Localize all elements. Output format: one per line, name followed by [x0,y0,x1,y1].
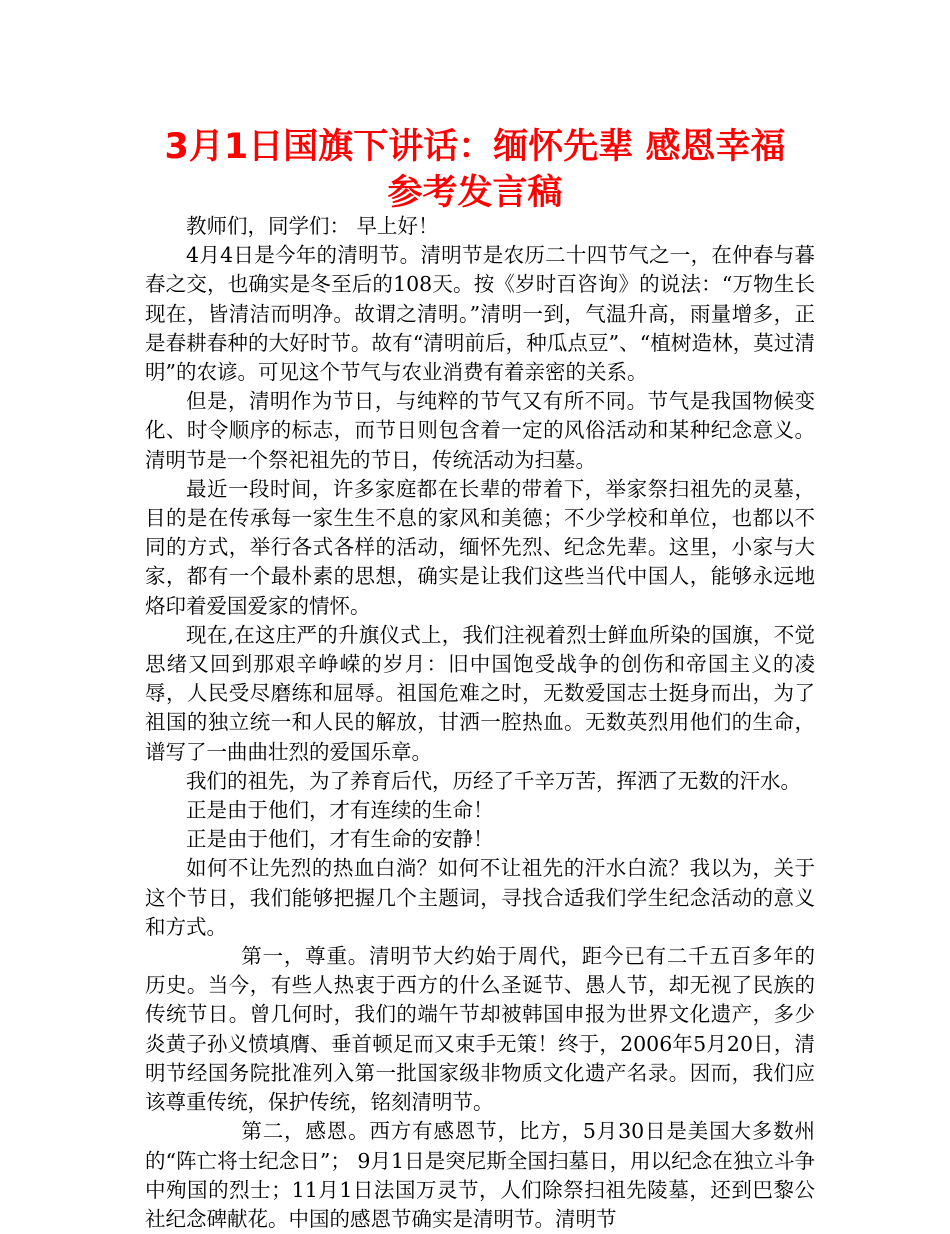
document-body [145,212,815,1234]
document-title-line-1: 3月1日国旗下讲话：缅怀先辈 感恩幸福 [164,127,786,167]
greeting-paragraph: 教师们，同学们： 早上好！ [186,214,439,238]
body-paragraph: 最近一段时间，许多家庭都在长辈的带着下，举家祭扫祖先的灵墓，目的是在传承每一家生生不息的家风和美德；不少学校和单位，也都以不同的方式，举行各式各样的活动，缅怀先烈、纪念先辈。这里，小家与大家，都有一个最朴素的思想，确实是让我们这些当代中国人，能够永远地烙印着爱国爱家的情怀。 [145,476,815,618]
document-title-line-2: 参考发言稿 [387,173,563,213]
body-paragraph: 4月4日是今年的清明节。清明节是农历二十四节气之一，在仲春与暮春之交，也确实是冬至后的108天。按《岁时百咨询》的说法：“万物生长现在，皆清洁而明净。故谓之清明。”清明一到，气温升高，雨量增多，正是春耕春种的大好时节。故有“清明前后，种瓜点豆”、“植树造林，莫过清明”的农谚。可见这个节气与农业消费有着亲密的关系。 [145,243,815,385]
body-paragraph: 但是，清明作为节日，与纯粹的节气又有所不同。节气是我国物候变化、时令顺序的标志，而节日则包含着一定的风俗活动和某种纪念意义。清明节是一个祭祀祖先的节日，传统活动为扫墓。 [145,389,815,472]
body-paragraph: 我们的祖先，为了养育后代，历经了千辛万苦，挥洒了无数的汗水。 [186,768,801,793]
body-paragraph: 正是由于他们，才有连续的生命！ [186,798,494,823]
body-paragraph: 如何不让先烈的热血白淌？如何不让祖先的汗水白流？我以为，关于这个节日，我们能够把握几个主题词，寻找合适我们学生纪念活动的意义和方式。 [145,856,815,939]
body-paragraph-respect: 第一，尊重。清明节大约始于周代，距今已有二千五百多年的历史。当今，有些人热衷于西方的什么圣诞节、愚人节，却无视了民族的传统节日。曾几何时，我们的端午节却被韩国申报为世界文化遗产，多少炎黄子孙义愤填膺、垂首顿足而又束手无策！终于，2006年5月20日，清明节经国务院批准列入第一批国家级非物质文化遗产名录。因而，我们应该尊重传统，保护传统，铭刻清明节。 [145,944,815,1115]
body-paragraph: 现在,在这庄严的升旗仪式上，我们注视着烈士鲜血所染的国旗，不觉思绪又回到那艰辛峥嵘的岁月：旧中国饱受战争的创伤和帝国主义的凌辱，人民受尽磨练和屈辱。祖国危难之时，无数爱国志士挺身而出，为了祖国的独立统一和人民的解放，甘洒一腔热血。无数英烈用他们的生命，谱写了一曲曲壮烈的爱国乐章。 [145,622,815,764]
body-paragraph: 正是由于他们，才有生命的安静！ [186,827,494,852]
body-paragraph-gratitude: 第二，感恩。西方有感恩节，比方，5月30日是美国大多数州的“阵亡将士纪念日”； 9月1日是突尼斯全国扫墓日，用以纪念在独立斗争中殉国的烈士；11月1日法国万灵节，人们除祭扫祖先陵墓，还到巴黎公社纪念碑献花。中国的感恩节确实是清明节。清明节 [145,1119,815,1231]
